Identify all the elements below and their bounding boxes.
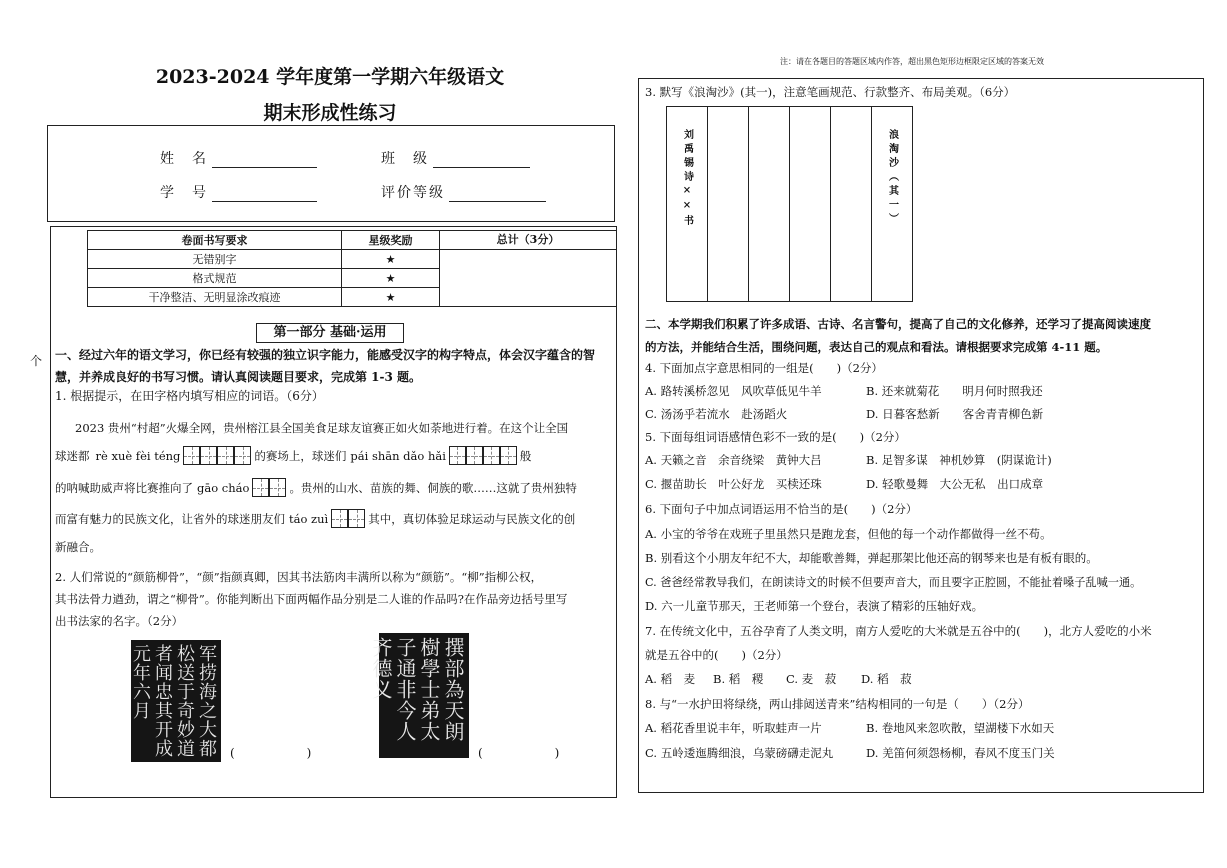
class-field[interactable] — [381, 148, 530, 168]
student-id-field[interactable] — [160, 182, 317, 202]
passage-line-4 — [55, 509, 575, 528]
name-line[interactable] — [212, 152, 317, 168]
q5-option-d[interactable]: D. 轻歌曼舞 大公无私 出口成章 — [866, 477, 1044, 491]
poem-writing-grid[interactable] — [666, 106, 913, 302]
question-2-line-b: 其书法骨力遒劲，谓之“柳骨”。你能判断出下面两幅作品分别是二人谁的作品吗?在作品旁边括号里写 — [55, 592, 568, 606]
q5-option-c[interactable]: C. 揠苗助长 叶公好龙 买椟还珠 — [645, 477, 822, 491]
passage-line-5: 新融合。 — [55, 540, 101, 554]
question-7-line-b: 就是五谷中的( )（2分） — [645, 648, 788, 662]
table-row — [88, 250, 617, 269]
q8-option-c[interactable]: C. 五岭逶迤腾细浪，乌蒙磅礴走泥丸 — [645, 746, 834, 760]
q4-option-d[interactable]: D. 日暮客愁新 客舍青青柳色新 — [866, 407, 1044, 421]
requirement-cell: 格式规范 — [88, 269, 342, 288]
pinyin-hint: rè xuè fèi téng — [95, 448, 181, 463]
q8-option-d[interactable]: D. 羌笛何须怨杨柳，春风不度玉门关 — [866, 746, 1055, 760]
question-1: 1. 根据提示，在田字格内填写相应的词语。（6分） — [55, 389, 324, 403]
table-header: 总计（3分） — [440, 231, 617, 250]
passage-text: 。贵州的山水、苗族的舞、侗族的歌……这就了贵州独特 — [289, 480, 577, 495]
section1-intro-a: 一、经过六年的语文学习，你已经有较强的独立识字能力，能感受汉字的构字特点，体会汉字蕴含的智 — [55, 348, 596, 362]
tianzige-grid[interactable] — [331, 509, 365, 528]
table-header: 卷面书写要求 — [88, 231, 342, 250]
q6-option-b[interactable]: B. 别看这个小朋友年纪不大，却能歌善舞，弹起那架比他还高的钢琴来也是有板有眼的。 — [645, 551, 1098, 565]
question-7-line-a: 7. 在传统文化中，五谷孕育了人类文明，南方人爱吃的大米就是五谷中的( )，北方人爱吃的小米 — [645, 624, 1152, 638]
grade-label: 评价等级 — [381, 185, 445, 201]
q6-option-c[interactable]: C. 爸爸经常教导我们，在朗读诗文的时候不但要声音大，而且要字正腔圆，不能扯着嗓子乱喊一通。 — [645, 576, 1142, 589]
exam-subtitle: 期末形成性练习 — [263, 102, 397, 124]
requirement-cell: 干净整洁、无明显涂改痕迹 — [88, 288, 342, 307]
q4-option-a[interactable]: A. 路转溪桥忽见 风吹草低见牛羊 — [645, 384, 822, 398]
grid-column[interactable] — [789, 107, 830, 301]
q7-option-d[interactable]: D. 稻 菽 — [861, 672, 912, 686]
calligraphy-sample-2: 撰部為天朗樹學士弟太子通非今人齐德义 — [379, 633, 469, 758]
passage-line-2 — [55, 446, 531, 465]
q6-option-d[interactable]: D. 六一儿童节那天，王老师第一个登台，表演了精彩的压轴好戏。 — [645, 599, 984, 613]
section2-intro-a: 二、本学期我们积累了许多成语、古诗、名言警句，提高了自己的文化修养，还学习了提高阅读速度 — [645, 317, 1151, 331]
student-id-label: 学 号 — [160, 185, 208, 201]
grid-title-column: 浪淘沙（其一） — [871, 107, 912, 301]
pinyin-hint: pái shān dǎo hǎi — [350, 448, 446, 463]
q7-option-b[interactable]: B. 稻 稷 — [713, 672, 764, 686]
table-header: 星级奖励 — [342, 231, 440, 250]
name-label: 姓 名 — [160, 151, 208, 167]
handwriting-score-table — [87, 230, 617, 307]
q8-option-a[interactable]: A. 稻花香里说丰年，听取蛙声一片 — [645, 721, 822, 735]
tianzige-grid[interactable] — [449, 446, 517, 465]
grade-field[interactable] — [381, 182, 546, 202]
q5-option-b[interactable]: B. 足智多谋 神机妙算 (阴谋诡计) — [866, 453, 1052, 467]
passage-text: 的呐喊助威声将比赛推向了 — [55, 480, 193, 495]
part-one-heading: 第一部分 基础·运用 — [256, 323, 404, 343]
section2-intro-b: 的方法，并能结合生活，围绕问题，表达自己的观点和看法。请根据要求完成第 4-11 题。 — [645, 340, 1108, 354]
grid-column[interactable] — [707, 107, 748, 301]
passage-line-1: 2023 贵州“村超”火爆全网，贵州榕江县全国美食足球友谊赛正如火如荼地进行着。在这个让全国 — [75, 421, 569, 435]
total-cell[interactable] — [440, 250, 617, 307]
grid-signature-column: 刘禹锡诗××书 — [681, 129, 693, 229]
answer-paren-2[interactable]: ( ) — [478, 746, 560, 760]
answer-area-notice: 注：请在各题目的答题区域内作答，超出黑色矩形边框限定区域的答案无效 — [780, 57, 1044, 66]
question-6: 6. 下面句子中加点词语运用不恰当的是( )（2分） — [645, 502, 918, 516]
exam-title: 2023-2024 学年度第一学期六年级语文 — [155, 66, 505, 88]
question-4: 4. 下面加点字意思相同的一组是( )（2分） — [645, 361, 883, 375]
q4-option-b[interactable]: B. 还来就菊花 明月何时照我还 — [866, 384, 1043, 398]
name-field[interactable] — [160, 148, 317, 168]
class-line[interactable] — [433, 152, 530, 168]
q7-option-a[interactable]: A. 稻 麦 — [645, 672, 696, 686]
passage-text: 而富有魅力的民族文化，让省外的球迷朋友们 — [55, 511, 285, 526]
tianzige-grid[interactable] — [252, 478, 286, 497]
section1-intro-b: 慧，并养成良好的书写习惯。请认真阅读题目要求，完成第 1-3 题。 — [55, 370, 422, 384]
passage-text: 球迷都 — [55, 448, 90, 463]
answer-paren-1[interactable]: ( ) — [230, 746, 312, 760]
student-info-box — [47, 125, 615, 222]
requirement-cell: 无错别字 — [88, 250, 342, 269]
question-8: 8. 与“一水护田将绿绕，两山排闼送青来”结构相同的一句是（ ）（2分） — [645, 697, 1030, 711]
class-label: 班 级 — [381, 151, 429, 167]
question-3: 3. 默写《浪淘沙》(其一)，注意笔画规范、行款整齐、布局美观。（6分） — [645, 85, 1016, 99]
calligraphy-sample-1: 军捞海之大都松送于奇妙道者闻忠其开成元年六月 — [131, 640, 221, 762]
q5-option-a[interactable]: A. 天籁之音 余音绕梁 黄钟大吕 — [645, 453, 822, 467]
grid-column[interactable] — [748, 107, 789, 301]
question-2-line-a: 2. 人们常说的“颜筋柳骨”，“颜”指颜真卿，因其书法筋肉丰满所以称为“颜筋”。“柳”指柳公权， — [55, 570, 543, 584]
star-icon: ★ — [342, 250, 440, 269]
passage-text: 其中，真切体验足球运动与民族文化的创 — [368, 511, 576, 526]
grid-column[interactable] — [830, 107, 871, 301]
q4-option-c[interactable]: C. 汤汤乎若流水 赴汤蹈火 — [645, 407, 788, 421]
star-icon: ★ — [342, 269, 440, 288]
q6-option-a[interactable]: A. 小宝的爷爷在戏班子里虽然只是跑龙套，但他的每一个动作都做得一丝不苟。 — [645, 527, 1052, 541]
student-id-line[interactable] — [212, 186, 317, 202]
tianzige-grid[interactable] — [183, 446, 251, 465]
q8-option-b[interactable]: B. 卷地风来忽吹散，望湖楼下水如天 — [866, 721, 1055, 735]
pinyin-hint: gāo cháo — [197, 480, 250, 495]
pinyin-hint: táo zuì — [289, 511, 329, 526]
grade-line[interactable] — [449, 186, 546, 202]
passage-text: 的赛场上，球迷们 — [254, 448, 347, 463]
passage-text: 般 — [519, 448, 532, 463]
q7-option-c[interactable]: C. 麦 菽 — [786, 672, 837, 686]
question-5: 5. 下面每组词语感情色彩不一致的是( )（2分） — [645, 430, 906, 444]
question-2-line-c: 出书法家的名字。（2分） — [55, 614, 184, 628]
star-icon: ★ — [342, 288, 440, 307]
passage-line-3 — [55, 478, 577, 497]
margin-mark: 个 — [30, 354, 43, 368]
